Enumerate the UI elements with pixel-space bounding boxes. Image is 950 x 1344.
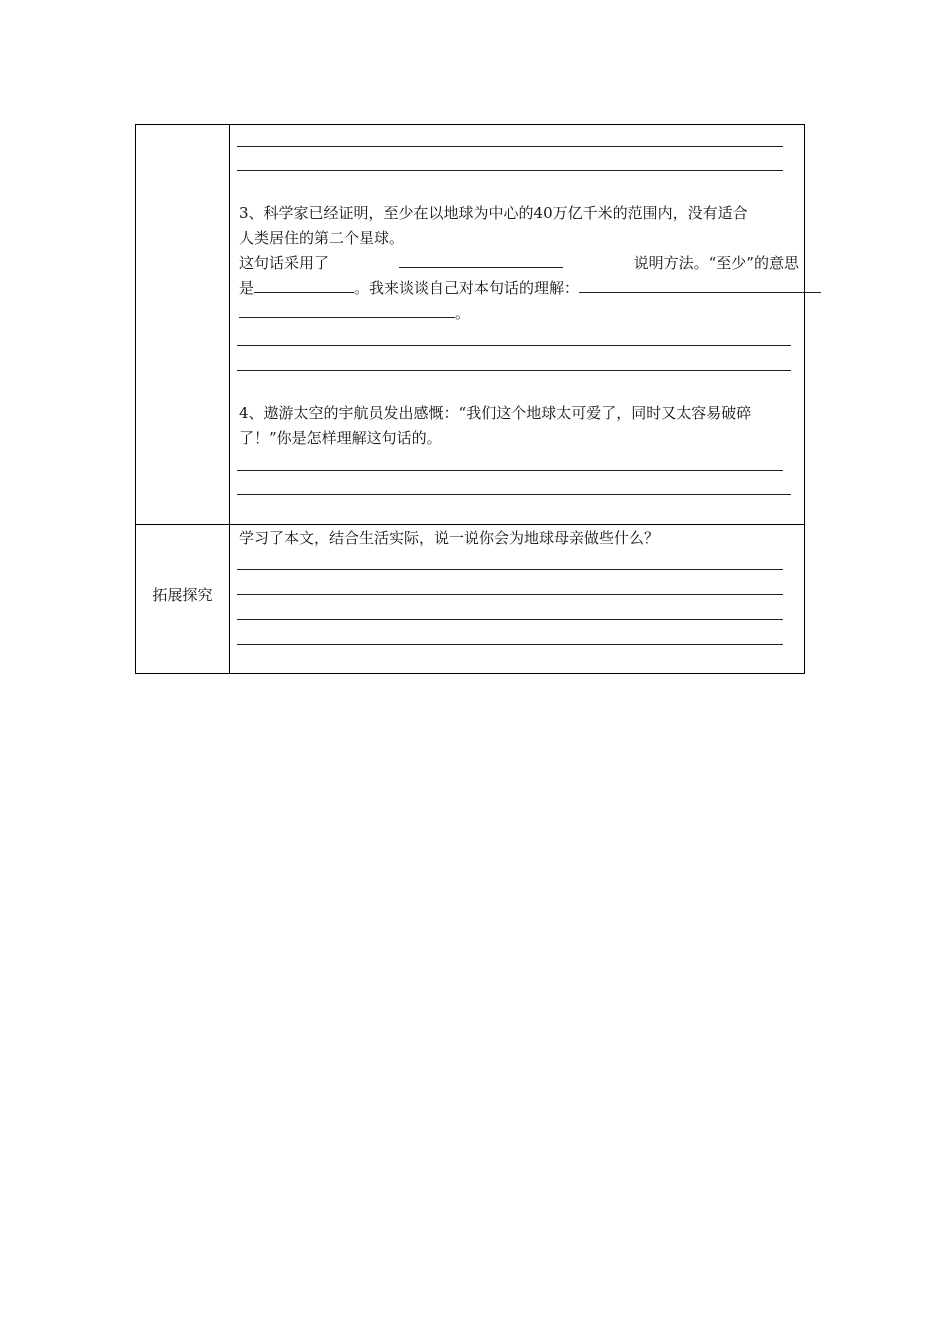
extension-label-cell	[136, 524, 230, 673]
q4-line-1: 4、遨游太空的宇航员发出感慨：“我们这个地球太可爱了，同时又太容易破碎	[239, 404, 752, 422]
answer-line[interactable]	[237, 644, 783, 645]
answer-line[interactable]	[237, 146, 783, 147]
answer-line[interactable]	[237, 594, 783, 595]
answer-line[interactable]	[237, 494, 791, 495]
answer-line[interactable]	[237, 619, 783, 620]
questions-row	[136, 125, 804, 525]
extension-prompt: 学习了本文，结合生活实际，说一说你会为地球母亲做些什么？	[239, 529, 660, 547]
questions-content-cell	[230, 125, 804, 524]
q4-line-2: 了！”你是怎样理解这句话的。	[239, 429, 442, 447]
extension-label: 拓展探究	[152, 586, 213, 604]
answer-line[interactable]	[237, 569, 783, 570]
q3-meaning-prefix: 是	[239, 279, 255, 297]
answer-line[interactable]	[237, 345, 791, 346]
q3-understanding-prompt: 。我来谈谈自己对本句话的理解：	[354, 279, 580, 297]
answer-line[interactable]	[237, 370, 791, 371]
extension-content-cell	[230, 524, 804, 673]
q3-line-1: 3、科学家已经证明，至少在以地球为中心的40万亿千米的范围内，没有适合	[239, 204, 748, 222]
q3-line-2: 人类居住的第二个星球。	[239, 229, 405, 247]
q3-line-4	[239, 276, 821, 300]
q3-line-end: 。	[455, 304, 471, 322]
questions-label-cell	[136, 125, 230, 524]
worksheet-table	[135, 124, 805, 674]
q3-line-5	[239, 301, 470, 325]
q3-method-suffix: 说明方法。“至少”的意思	[633, 254, 799, 272]
extension-row	[136, 524, 804, 673]
understanding-blank-continued[interactable]	[239, 301, 455, 318]
answer-line[interactable]	[237, 470, 783, 471]
meaning-blank[interactable]	[254, 276, 354, 293]
q3-method-prefix: 这句话采用了	[239, 254, 330, 272]
q3-line-3	[239, 251, 799, 275]
understanding-blank[interactable]	[579, 276, 821, 293]
answer-line[interactable]	[237, 170, 783, 171]
method-blank[interactable]	[399, 251, 563, 268]
